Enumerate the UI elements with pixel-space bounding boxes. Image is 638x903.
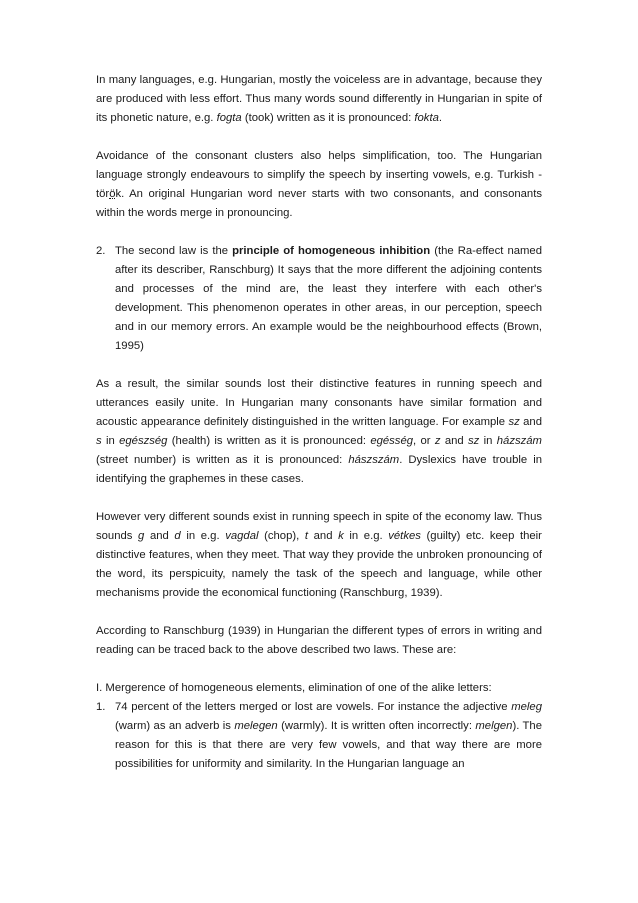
list-item-vowels bbox=[96, 698, 542, 774]
document-page bbox=[96, 71, 542, 774]
list-item-text: The second law is the principle of homogeneous inhibition (the Ra-effect named after its describer, Ranschburg) It says that the more different the adjoining contents and processes of the mind are, the least they interfere with each other's development. This phenomenon operates in other areas, in our perception, speech and in our memory errors. An example would be the neighbourhood effects (Brown, 1995) bbox=[115, 245, 542, 352]
paragraph-consonant-clusters: Avoidance of the consonant clusters also helps simplification, too. The Hungarian language strongly endeavours to simplify the speech by inserting vowels, e.g. Turkish - török. An original Hungarian word never starts with two consonants, and consonants within the words merge in pronouncing. bbox=[96, 150, 542, 219]
list-number: 1. bbox=[96, 701, 106, 713]
paragraph-similar-sounds: As a result, the similar sounds lost their distinctive features in running speech and utterances easily unite. In Hungarian many consonants have similar formation and acoustic appearance definitely distinguished in the written language. For example sz and s in egészség (health) is written as it is pronounced: egésség, or z and sz in házszám (street number) is written as it is pronounced: hászszám. Dyslexics have trouble in identifying the graphemes in these cases. bbox=[96, 378, 542, 485]
paragraph-different-sounds: However very different sounds exist in running speech in spite of the economy law. Thus sounds g and d in e.g. vagdal (chop), t and k in e.g. vétkes (guilty) etc. keep their distinctive features, when they meet. That way they provide the unbroken pronouncing of the word, its perspicuity, namely the task of the speech and language, while other mechanisms provide the economical functioning (Ranschburg, 1939). bbox=[96, 511, 542, 599]
underlined-letter: ö bbox=[109, 188, 116, 200]
paragraph-ranschburg: According to Ranschburg (1939) in Hungarian the different types of errors in writing and reading can be traced back to the above described two laws. These are: bbox=[96, 625, 542, 656]
list-number: 2. bbox=[96, 245, 106, 257]
list-item-second-law bbox=[96, 242, 542, 356]
paragraph-voiceless: In many languages, e.g. Hungarian, mostly the voiceless are in advantage, because they are produced with less effort. Thus many words sound differently in Hungarian in spite of its phonetic nature, e.g. fogta (took) written as it is pronounced: fokta. bbox=[96, 74, 542, 124]
bold-term: principle of homogeneous inhibition bbox=[232, 245, 431, 257]
list-item-text: 74 percent of the letters merged or lost are vowels. For instance the adjective meleg (warm) as an adverb is melegen (warmly). It is written often incorrectly: melgen). The reason for this is that there are very few vowels, and that way there are more possibilities for uniformity and similarity. In the Hungarian language an bbox=[115, 701, 542, 770]
section-heading-mergerence: I. Mergerence of homogeneous elements, elimination of one of the alike letters: bbox=[96, 682, 492, 694]
example-word: fokta bbox=[414, 112, 439, 124]
example-word: fogta bbox=[216, 112, 242, 124]
